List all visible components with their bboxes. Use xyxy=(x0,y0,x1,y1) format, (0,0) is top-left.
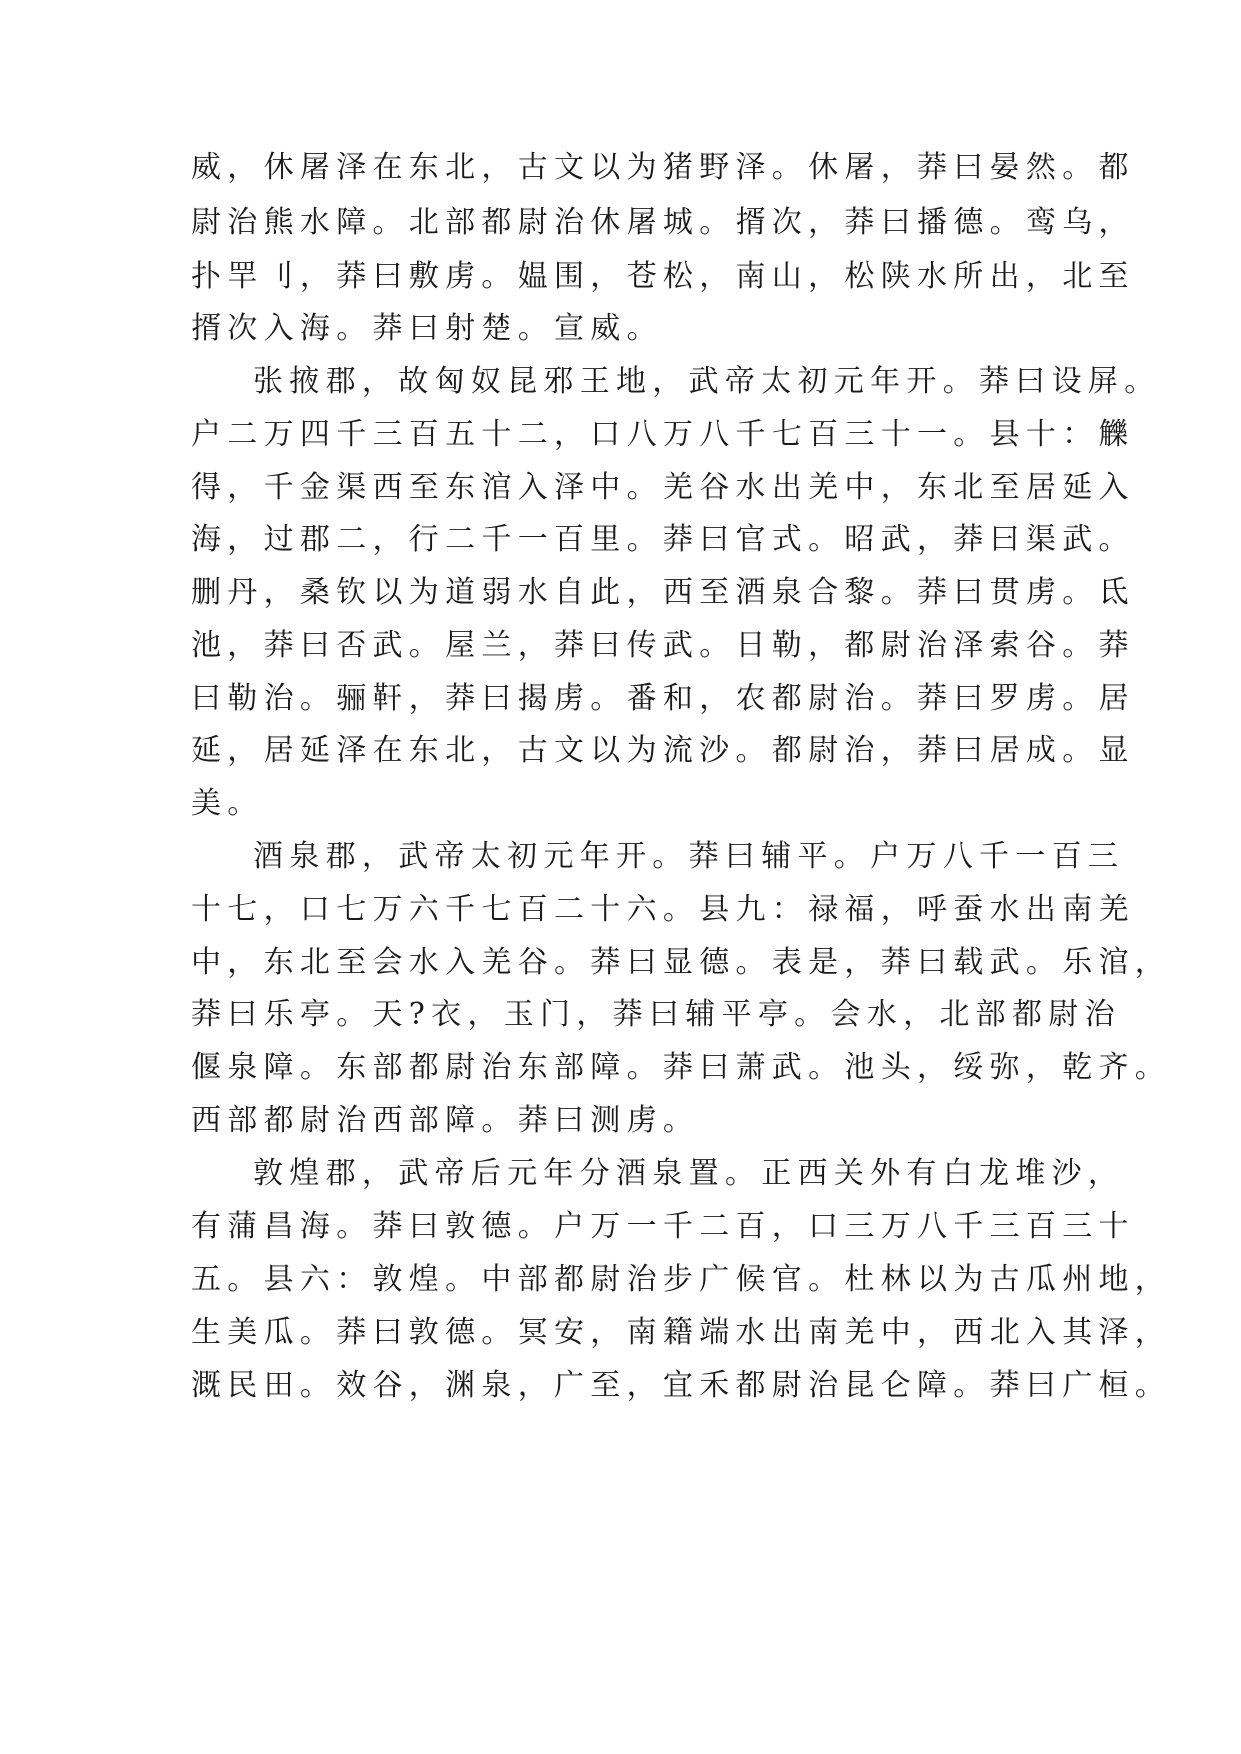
text-line: 五。县六：敦煌。中部都尉治步广候官。杜林以为古瓜州地， xyxy=(191,1262,1172,1297)
text-line: 户二万四千三百五十二，口八万八千七百三十一。县十：觻 xyxy=(191,417,1135,452)
text-line: 揟次入海。莽曰射楚。宣威。 xyxy=(191,311,663,346)
text-line: 西部都尉治西部障。莽曰测虏。 xyxy=(191,1103,700,1138)
text-line: 海，过郡二，行二千一百里。莽曰官式。昭武，莽曰渠武。 xyxy=(191,522,1135,557)
text-line: 中，东北至会水入羌谷。莽曰显德。表是，莽曰载武。乐涫， xyxy=(191,945,1172,980)
text-line: 莽曰乐亭。天?衣，玉门，莽曰辅平亭。会水，北部都尉治 xyxy=(191,997,1121,1032)
text-line: 酒泉郡，武帝太初元年开。莽曰辅平。户万八千一百三 xyxy=(253,839,1125,874)
text-line: 得，千金渠西至东涫入泽中。羌谷水出羌中，东北至居延入 xyxy=(191,470,1135,505)
text-line: 尉治熊水障。北部都尉治休屠城。揟次，莽曰播德。鸾乌， xyxy=(191,205,1135,240)
text-line: 有蒲昌海。莽曰敦德。户万一千二百，口三万八千三百三十 xyxy=(191,1209,1135,1244)
text-line: 扑䍐刂，莽曰敷虏。媪围，苍松，南山，松陕水所出，北至 xyxy=(191,259,1135,294)
text-line: 十七，口七万六千七百二十六。县九：禄福，呼蚕水出南羌 xyxy=(191,892,1135,927)
text-line: 池，莽曰否武。屋兰，莽曰传武。日勒，都尉治泽索谷。莽 xyxy=(191,628,1135,663)
text-line: 美。 xyxy=(191,786,264,821)
text-line: 删丹，桑钦以为道弱水自此，西至酒泉合黎。莽曰贯虏。氐 xyxy=(191,575,1135,610)
text-line: 延，居延泽在东北，古文以为流沙。都尉治，莽曰居成。显 xyxy=(191,733,1135,768)
text-line: 敦煌郡，武帝后元年分酒泉置。正西关外有白龙堆沙， xyxy=(253,1156,1125,1191)
text-line: 生美瓜。莽曰敦德。冥安，南籍端水出南羌中，西北入其泽， xyxy=(191,1315,1172,1350)
text-line: 溉民田。效谷，渊泉，广至，宜禾都尉治昆仑障。莽曰广桓。 xyxy=(191,1368,1172,1403)
text-line: 曰勒治。骊靬，莽曰揭虏。番和，农都尉治。莽曰罗虏。居 xyxy=(191,681,1135,716)
text-line: 张掖郡，故匈奴昆邪王地，武帝太初元年开。莽曰设屏。 xyxy=(253,364,1161,399)
text-line: 偃泉障。东部都尉治东部障。莽曰萧武。池头，绥弥，乾齐。 xyxy=(191,1050,1172,1085)
text-line: 威，休屠泽在东北，古文以为猪野泽。休屠，莽曰晏然。都 xyxy=(191,150,1135,185)
